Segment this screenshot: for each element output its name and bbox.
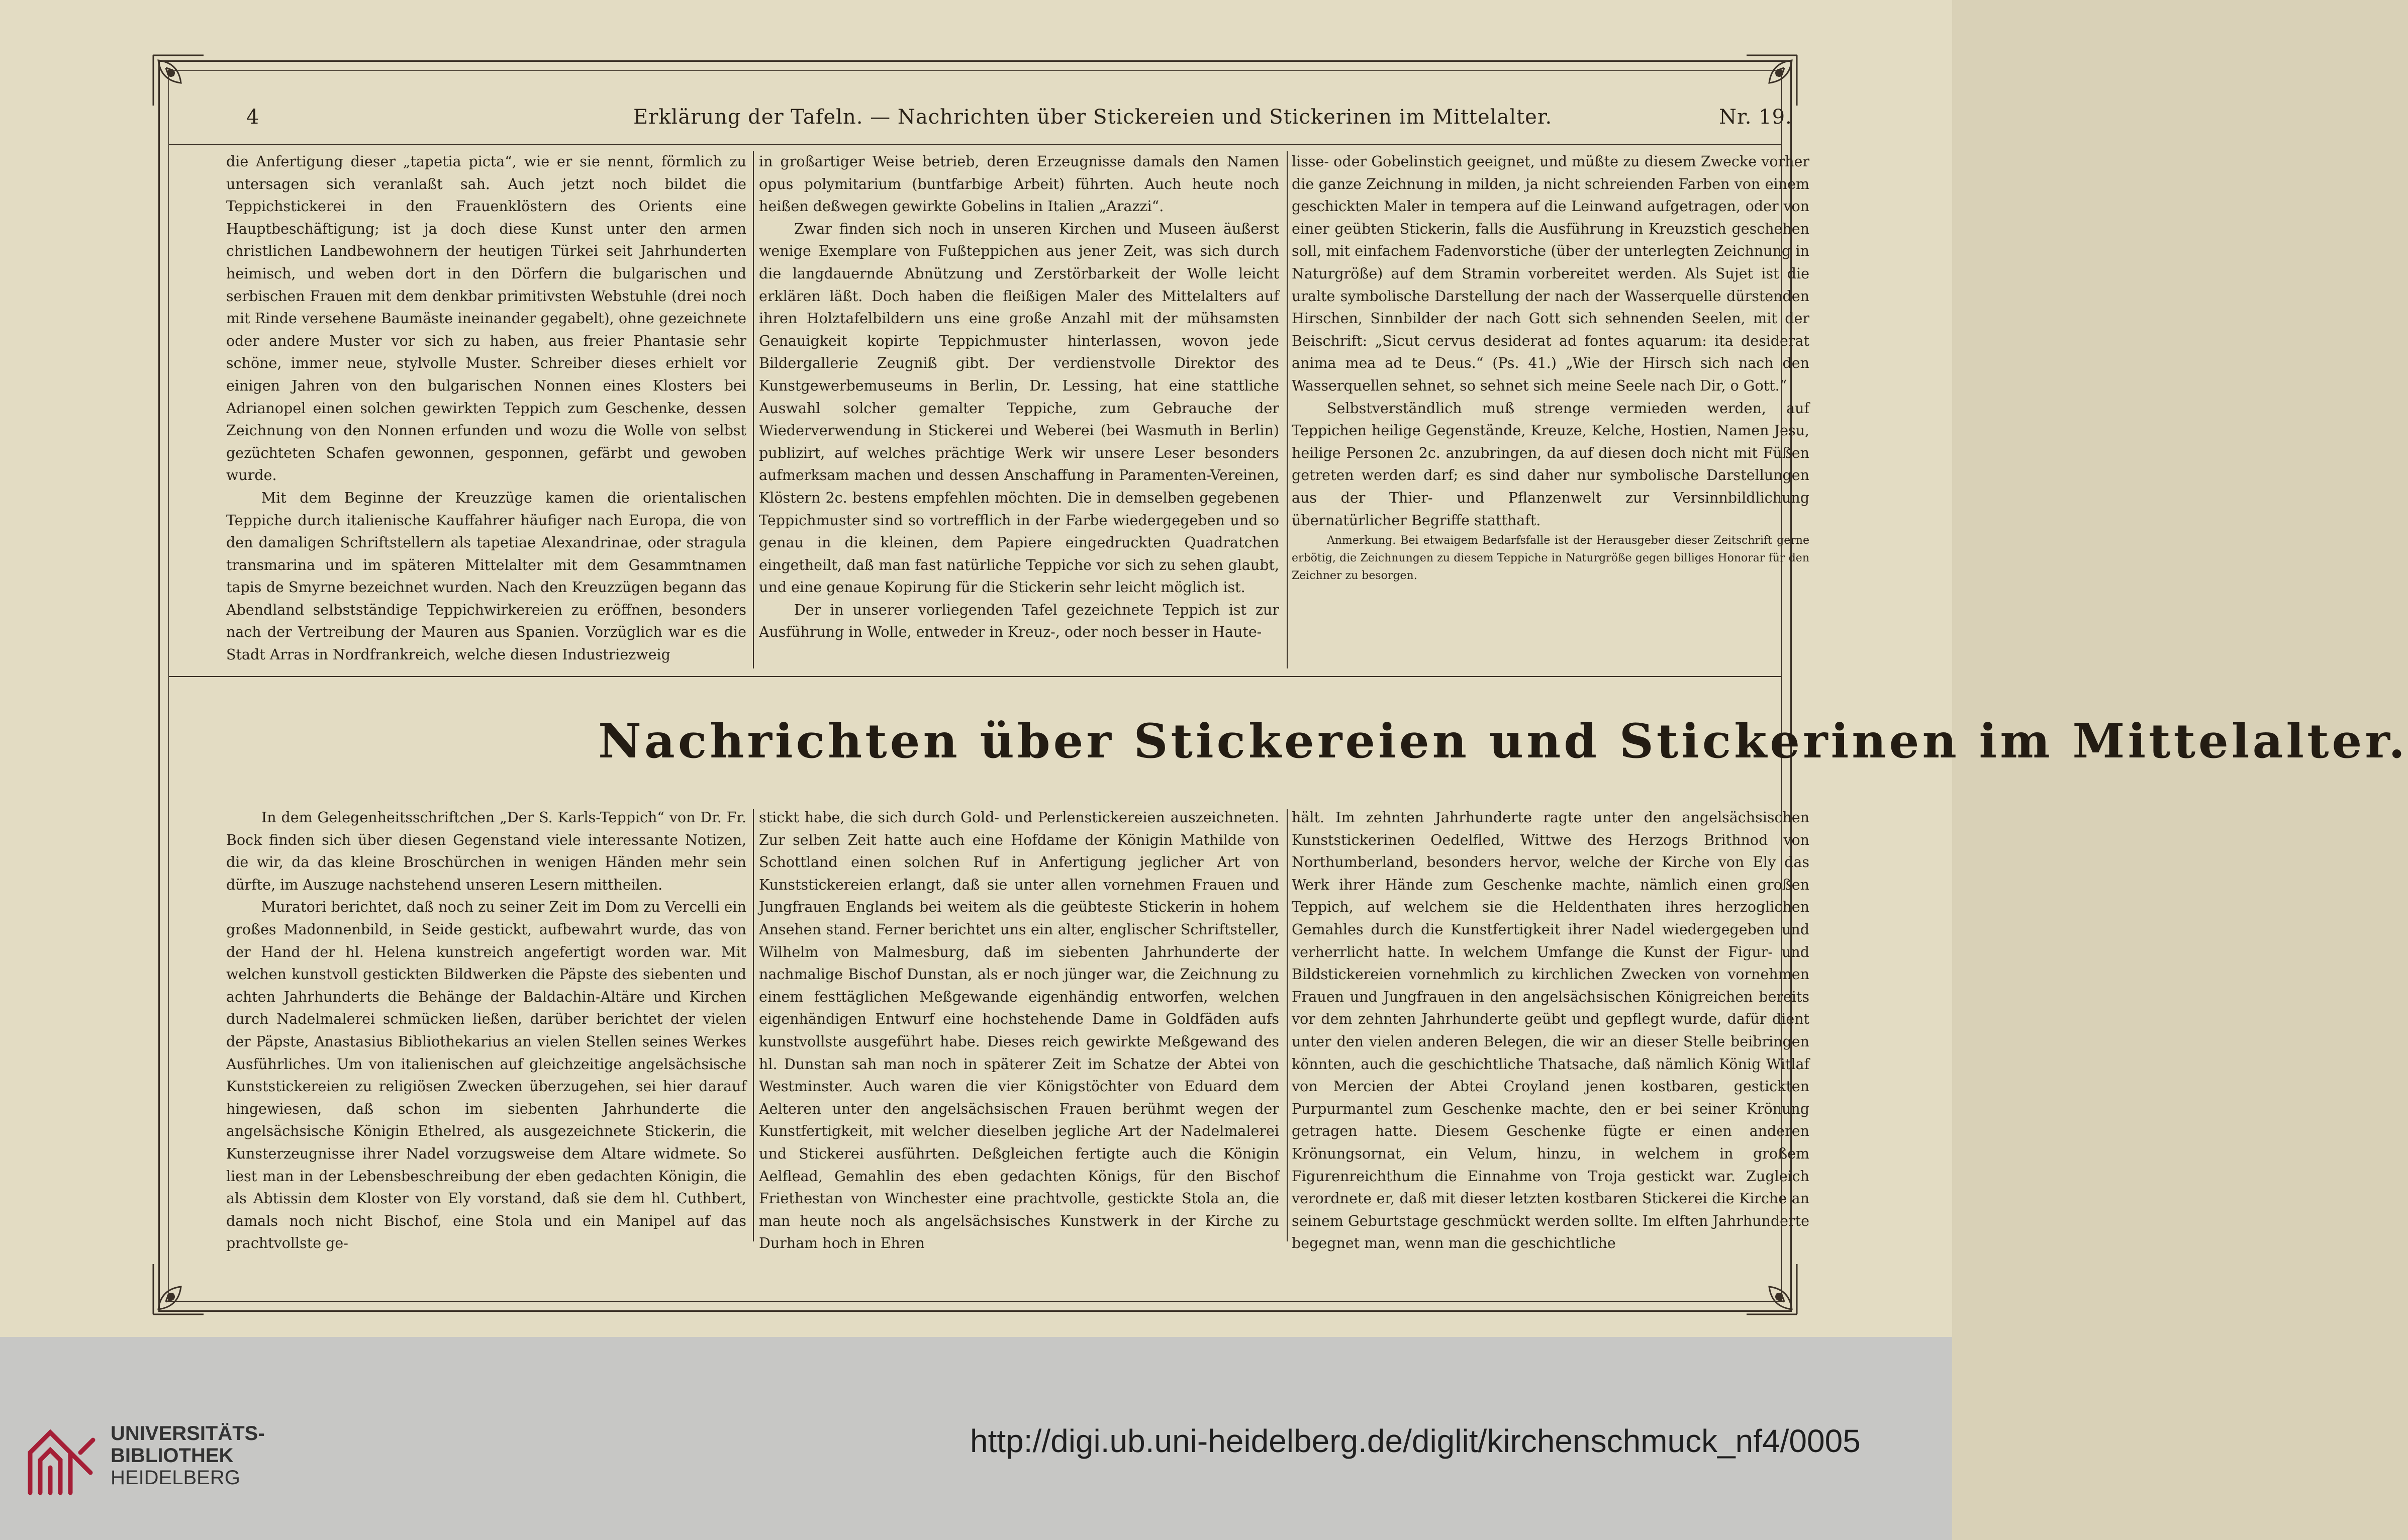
page-number: 4 — [246, 106, 260, 129]
paragraph: in großartiger Weise betrieb, deren Erzeugnisse damals den Namen opus polymitarium (buntfarbige Arbeit) führten. Auch heute noch heißen deßwegen gewirkte Gobelins in Italien „Arazzi“. — [759, 153, 1279, 215]
paragraph: die Anfertigung dieser „tapetia picta“, wie er sie nennt, förmlich zu untersagen sich veranlaßt sah. Auch jetzt noch bildet die Teppichstickerei in den Frauenklöstern des Orients eine Hauptbeschäftigung; ist ja doch diese Kunst unter den armen christlichen Landbewohnern der heutigen Türkei seit Jahrhunderten heimisch, und weben dort in den Dörfern die bulgarischen und serbischen Frauen mit dem denkbar primitivsten Webstuhle (drei noch mit Rinde versehene Baumäste ineinander gegabelt), ohne gezeichnete oder andere Muster vor sich zu haben, aus freier Phantasie sehr schöne, immer neue, stylvolle Muster. Schreiber dieses erhielt vor einigen Jahren von den bulgarischen Nonnen eines Klosters bei Adrianopel einen solchen gewirkten Teppich zum Geschenke, dessen Zeichnung von den Nonnen erfunden und wozu die Wolle von selbst gezüchteten Schafen gewonnen, gesponnen, gefärbt und gewoben wurde. — [226, 153, 746, 484]
column-rule — [753, 809, 754, 1241]
library-name-line: UNIVERSITÄTS- — [111, 1422, 265, 1445]
paragraph: Mit dem Beginne der Kreuzzüge kamen die orientalischen Teppiche durch italienische Kauffahrer häufiger nach Europa, die von den damaligen Schriftstellern als tapetiae Alexandrinae, oder stragula transmarina und im späteren Mittelalter mit dem Gesammtnamen tapis de Smyrne bezeichnet wurden. Nach den Kreuzzügen begann das Abendland selbstständige Teppichwirkereien zu eröffnen, besonders nach der Vertreibung der Mauren aus Spanien. Vorzüglich war es die Stadt Arras in Nordfrankreich, welche diesen Industriezweig — [226, 489, 746, 663]
running-title: Erklärung der Tafeln. — Nachrichten über Stickereien und Stickerinen im Mittelalter. — [633, 106, 1553, 129]
section-divider — [168, 676, 1782, 677]
issue-number: Nr. 19. — [1719, 106, 1792, 129]
column-rule — [753, 151, 754, 668]
paragraph: Muratori berichtet, daß noch zu seiner Zeit im Dom zu Vercelli ein großes Madonnenbild, in Seide gestickt, aufbewahrt wurde, das von der Hand der hl. Helena kunstreich angefertigt worden war. Mit welchen kunstvoll gestickten Bildwerken die Päpste des siebenten und achten Jahrhunderts die Behänge der Baldachin-Altäre und Kirchen durch Nadelmalerei schmücken ließen, darüber berichtet der vielen der Päpste, Anastasius Bibliothekarius an vielen Stellen seines Werkes Ausführliches. Um von italienischen auf gleichzeitige angelsächsische Kunststickereien zu religiösen Zwecken überzugehen, sei hier darauf hingewiesen, daß schon im siebenten Jahrhunderte die angelsächsische Königin Ethelred, als ausgezeichnete Stickerin, die Kunsterzeugnisse ihrer Nadel vorzugsweise dem Altare widmete. So liest man in der Lebensbeschreibung der eben gedachten Königin, die als Abtissin dem Kloster von Ely vorstand, daß sie dem hl. Cuthbert, damals noch nicht Bischof, eine Stola und ein Manipel auf das prachtvollste ge- — [226, 899, 746, 1252]
paragraph: Der in unserer vorliegenden Tafel gezeichnete Teppich ist zur Ausführung in Wolle, entweder in Kreuz-, oder noch besser in Haute- — [759, 601, 1279, 641]
paragraph: hält. Im zehnten Jahrhunderte ragte unter den angelsächsischen Kunststickerinen Oedelfled, Wittwe des Herzogs Brithnod von Northumberland, besonders hervor, welche der Kirche von Ely das Werk ihrer Hände zum Geschenke machte, nämlich einen großen Teppich, auf welchem sie die Heldenthaten ihres herzoglichen Gemahles durch die Kunstfertigkeit ihrer Nadel wiedergegeben und verherrlicht hatte. In welchem Umfange die Kunst der Figur- und Bildstickereien vornehmlich zu kirchlichen Zwecken von vornehmen Frauen und Jungfrauen in den angelsächsischen Königreichen bereits vor dem zehnten Jahrhunderte geübt und gepflegt wurde, dafür dient unter den vielen anderen Belegen, die wir an dieser Stelle beibringen könnten, auch die geschichtliche Thatsache, daß nämlich König Witlaf von Mercien der Abtei Croyland jenen kostbaren, gestickten Purpurmantel zum Geschenke machte, den er bei seiner Krönung getragen hatte. Diesem Geschenke fügte er einen anderen Krönungsornat, ein Velum, hinzu, in welchem in großem Figurenreichthum die Einnahme von Troja gestickt war. Zugleich verordnete er, daß mit dieser letzten kostbaren Stickerei die Kirche an seinem Geburtstage geschmückt werden sollte. Im elften Jahrhunderte begegnet man, wenn man die geschichtliche — [1292, 809, 1809, 1252]
corner-ornament-icon — [151, 1262, 206, 1317]
corner-ornament-icon — [1744, 53, 1799, 108]
top-column-3 — [1292, 151, 1809, 585]
paragraph: Selbstverständlich muß strenge vermieden werden, auf Teppichen heilige Gegenstände, Kreuze, Kelche, Hostien, Namen Jesu, heilige Personen 2c. anzubringen, da auf diesen doch nicht mit Füßen getreten werden darf; es sind daher nur symbolische Darstellungen aus der Thier- und Pflanzenwelt zur Versinnbildlichung übernatürlicher Begriffe statthaft. — [1292, 400, 1809, 529]
corner-ornament-icon — [151, 53, 206, 108]
permalink-url[interactable]: http://digi.ub.uni-heidelberg.de/diglit/kirchenschmuck_nf4/0005 — [970, 1423, 1861, 1459]
section-title: Nachrichten über Stickereien und Stickerinen im Mittelalter. — [598, 714, 2408, 769]
bottom-column-2 — [759, 807, 1279, 1255]
column-rule — [1287, 151, 1288, 668]
bottom-column-1 — [226, 807, 746, 1255]
university-library-logo-icon — [20, 1422, 103, 1503]
top-column-2 — [759, 151, 1279, 644]
footnote: Anmerkung. Bei etwaigem Bedarfsfalle ist der Herausgeber dieser Zeitschrift gerne erbötig, die Zeichnungen zu diesem Teppiche in Naturgröße gegen billiges Honorar für den Zeichner zu besorgen. — [1292, 534, 1809, 583]
column-rule — [1287, 809, 1288, 1241]
corner-ornament-icon — [1744, 1262, 1799, 1317]
paragraph: lisse- oder Gobelinstich geeignet, und müßte zu diesem Zwecke vorher die ganze Zeichnung in milden, ja nicht schreienden Farben von einem geschickten Maler in tempera auf die Leinwand aufgetragen, oder von einer geübten Stickerin, falls die Ausführung in Kreuzstich geschehen soll, mit einfachem Fadenvorstiche (über der unterlegten Zeichnung in Naturgröße) auf dem Stramin vorbereitet werden. Als Sujet ist die uralte symbolische Darstellung der nach der Wasserquelle dürstenden Hirschen, Sinnbilder der nach Gott sich sehnenden Seelen, mit der Beischrift: „Sicut cervus desiderat ad fontes aquarum: ita desiderat anima mea ad te Deus.“ (Ps. 41.) „Wie der Hirsch sich nach den Wasserquellen sehnet, so sehnet sich meine Seele nach Dir, o Gott.“ — [1292, 153, 1809, 394]
library-name — [111, 1422, 265, 1489]
header-rule — [168, 144, 1782, 145]
paragraph: Zwar finden sich noch in unseren Kirchen und Museen äußerst wenige Exemplare von Fußteppichen aus jener Zeit, was sich durch die langdauernde Abnützung und Zerstörbarkeit der Wolle leicht erklären läßt. Doch haben die fleißigen Maler des Mittelalters auf ihren Holztafelbildern uns eine große Anzahl mit der mühsamsten Genauigkeit kopirte Teppichmuster hinterlassen, wovon jede Bildergallerie Zeugniß gibt. Der verdienstvolle Direktor des Kunstgewerbemuseums in Berlin, Dr. Lessing, hat eine stattliche Auswahl solcher gemalter Teppiche, zum Gebrauche der Wiederverwendung in Stickerei und Weberei (bei Wasmuth in Berlin) publizirt, auf welches prächtige Werk wir unsere Leser besonders aufmerksam machen und dessen Anschaffung in Paramenten-Vereinen, Klöstern 2c. bestens empfehlen möchten. Die in demselben gegebenen Teppichmuster sind so vortrefflich in der Farbe wiedergegeben und so genau in die kleinen, dem Papiere eingedruckten Quadratchen eingetheilt, daß man fast natürliche Teppiche vor sich zu sehen glaubt, und eine genaue Kopirung für die Stickerin sehr leicht möglich ist. — [759, 220, 1279, 596]
bottom-column-3 — [1292, 807, 1809, 1255]
paragraph: stickt habe, die sich durch Gold- und Perlenstickereien auszeichneten. Zur selben Zeit hatte auch eine Hofdame der Königin Mathilde von Schottland einen solchen Ruf in Anfertigung jeglicher Art von Kunststickereien erlangt, daß sie unter allen vornehmen Frauen und Jungfrauen Englands bei weitem als die geübteste Stickerin in hohem Ansehen stand. Ferner berichtet uns ein alter, englischer Schriftsteller, Wilhelm von Malmesburg, daß im siebenten Jahrhunderte der nachmalige Bischof Dunstan, als er noch jünger war, die Zeichnung zu einem festtäglichen Meßgewande eigenhändig entworfen, welchen eigenhändigen Entwurf eine hochstehende Dame in Goldfäden aufs kunstvollste ausgeführt habe. Dieses reich gewirkte Meßgewand des hl. Dunstan sah man noch in späterer Zeit im Schatze der Abtei von Westminster. Auch waren die vier Königstöchter von Eduard dem Aelteren unter den angelsächsischen Frauen berühmt wegen der Kunstfertigkeit, mit welcher dieselben jegliche Art der Nadelmalerei und Stickerei ausführten. Deßgleichen fertigte auch die Königin Aelflead, Gemahlin des eben gedachten Königs, für den Bischof Friethestan von Winchester eine prachtvolle, gestickte Stola an, die man heute noch als angelsächsisches Kunstwerk in der Kirche zu Durham hoch in Ehren — [759, 809, 1279, 1252]
library-name-line: HEIDELBERG — [111, 1467, 240, 1489]
top-column-1 — [226, 151, 746, 666]
library-name-line: BIBLIOTHEK — [111, 1445, 234, 1467]
paragraph: In dem Gelegenheitsschriftchen „Der S. Karls-Teppich“ von Dr. Fr. Bock finden sich über diesen Gegenstand viele interessante Notizen, die wir, da das kleine Broschürchen in wenigen Händen mehr sein dürfte, im Auszuge nachstehend unseren Lesern mittheilen. — [226, 809, 746, 893]
